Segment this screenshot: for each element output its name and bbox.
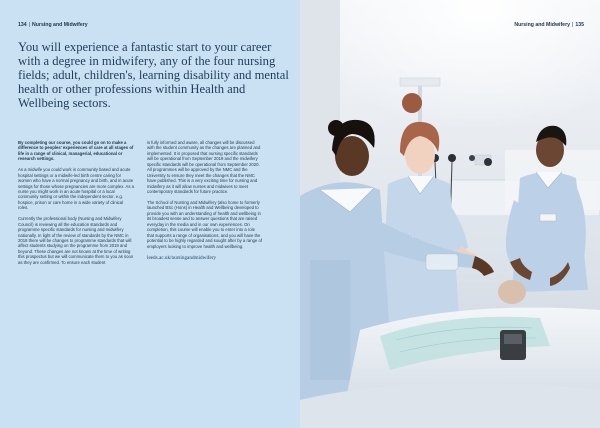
right-page [300, 0, 600, 428]
body-paragraph: is fully informed and aware, all changes will be discussed with the student community as the changes are planned and implemented. It is proposed that nursing specific standards will be operational from September 2019 and the midwifery specific standards will be operational from September 2020. All programmes will be approved by the NMC and the University to ensure they meet the changes that the NMC have published. This is a very exciting time for nursing and midwifery as it will allow nurses and midwives to meet contemporary standards for future practice. [147, 140, 261, 195]
body-paragraph: The School of Nursing and Midwifery (also home to formerly launched BSc (Hons) in Health and Wellbeing developed to provide you with an understanding of health and wellbeing in its broadest sense and to answer questions that are raised everyday in the media and in our own experiences. On completion, this course will enable you to enter into a role that supports a range of organisations, and you will have the potential to be highly regarded and sought after by a range of employers looking to improve health and wellbeing. [147, 199, 263, 249]
body-paragraph: As a midwife you could work in community based and acute hospital settings or a midwife-led birth centre caring for women who have a normal pregnancy and birth, and in acute settings for those whose pregnancies are more complex. As a nurse you might work in an acute hospital or a local community setting or within the independent sector, e.g. hospice, prison or care home in a wide variety of clinical roles. [18, 167, 134, 211]
course-web-link[interactable]: leeds.ac.uk/nursingandmidwifery [147, 255, 217, 261]
page-headline: You will experience a fantastic start to your career with a degree in midwifery, any of the four nursing fields; adult, children's, learning disability and mental health or other professions within Health and Wellbeing sectors. [18, 40, 289, 110]
body-column-1 [18, 140, 134, 271]
right-section-title: Nursing and Midwifery [514, 22, 570, 28]
right-page-number: 135 [575, 22, 584, 28]
body-paragraph: Currently the professional body (Nursing and Midwifery Council) is reviewing all the education standards and programme specific standards for nursing and midwifery nationally. In light of the review of standards by the NMC in 2018 there will be changes to programme standards that will affect students studying on the programme from 2019 and beyond. These changes are not known at the time of writing this prospectus but we will communicate them to you as soon as they are confirmed. To ensure each student [18, 216, 134, 265]
intro-paragraph: By completing our course, you could go on to make a difference to peoples' experiences of care at all stages of life in a range of clinical, managerial, educational or research settings. [18, 140, 134, 162]
left-page-folio: 134 | Nursing and Midwifery [18, 22, 88, 28]
nursing-students-photo [300, 0, 600, 428]
right-page-folio: Nursing and Midwifery | 135 [514, 22, 584, 28]
body-column-2 [147, 140, 263, 261]
left-section-title: Nursing and Midwifery [32, 22, 88, 28]
left-page-number: 134 [18, 22, 27, 28]
